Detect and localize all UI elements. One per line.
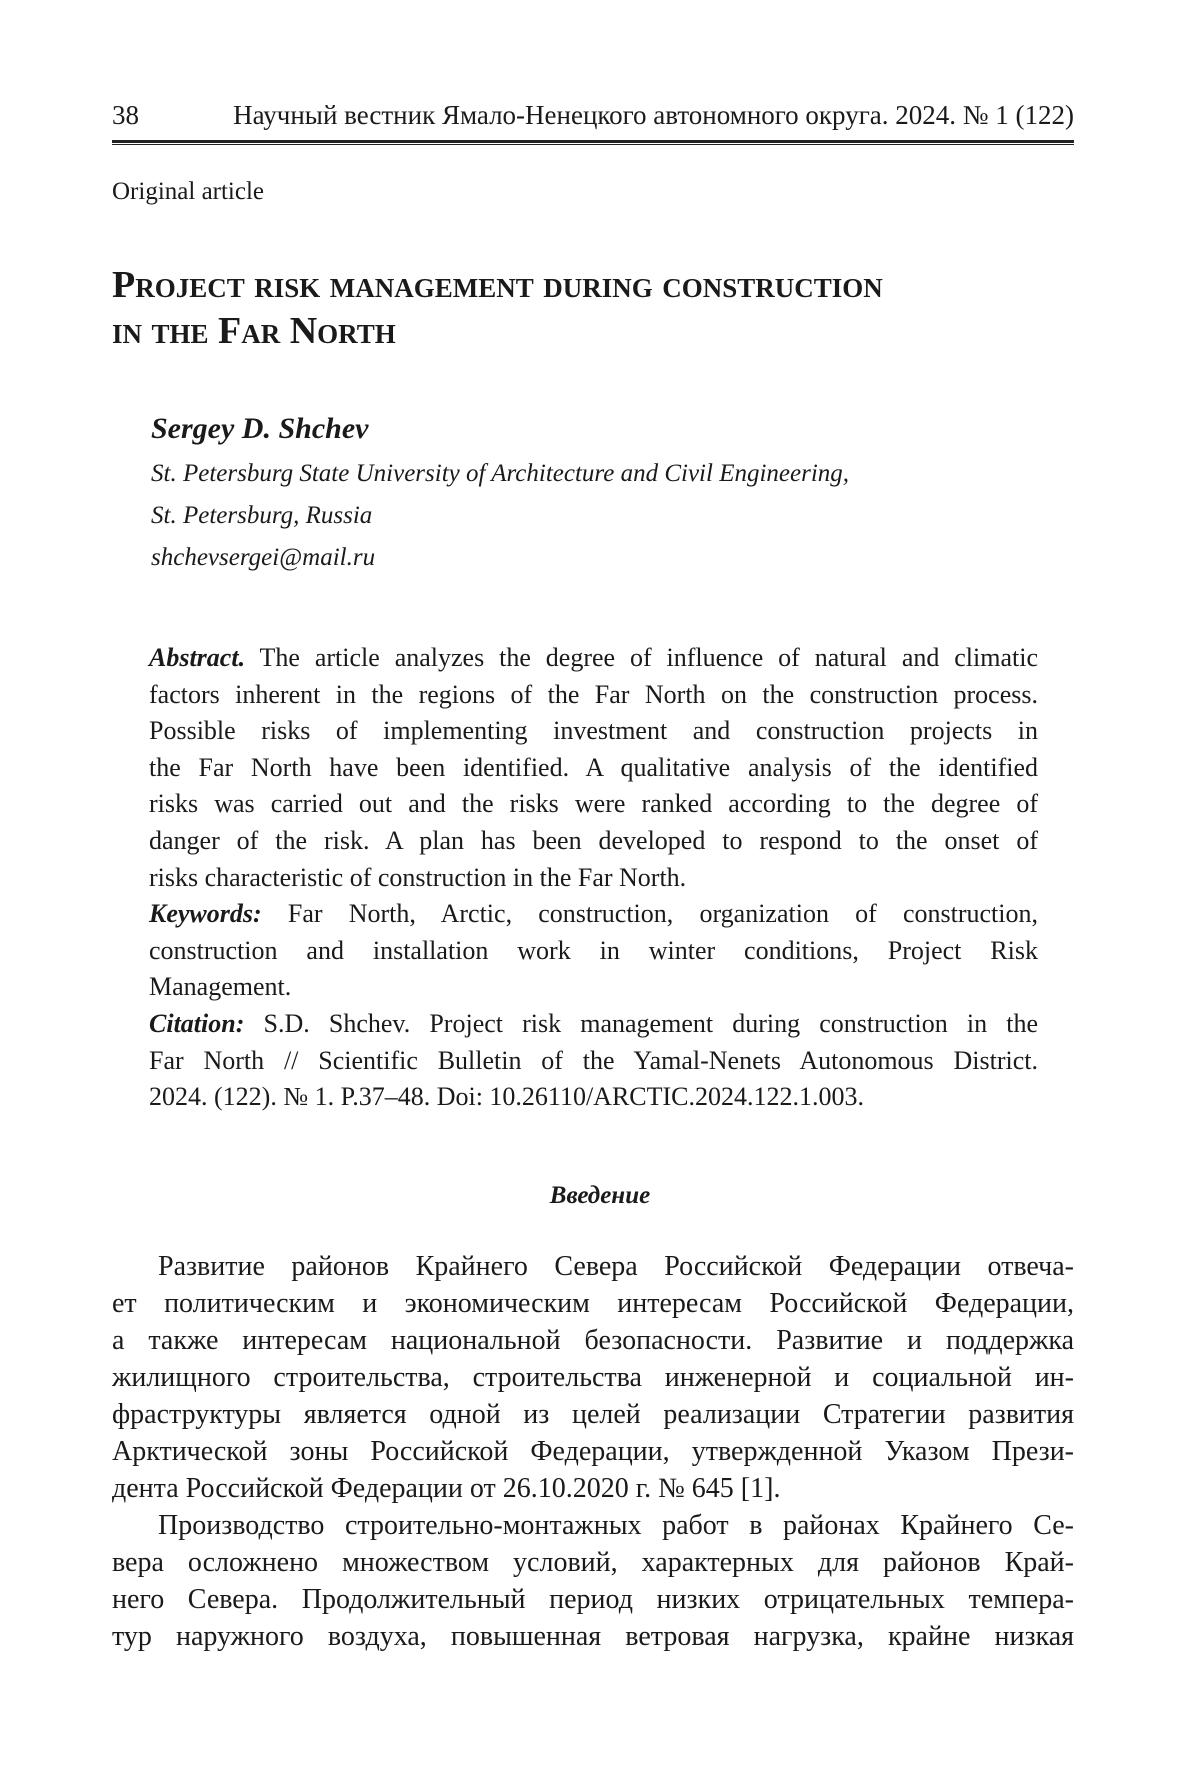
line-text: S.D. Shchev. Project risk management during construction in the bbox=[264, 1009, 1039, 1038]
text-line bbox=[112, 1285, 1074, 1322]
text-line bbox=[112, 1359, 1074, 1396]
paragraph bbox=[112, 1248, 1074, 1507]
line-text: Far North // Scientific Bulletin of the Yamal-Nenets Autonomous District. bbox=[149, 1046, 1038, 1075]
abstract-block bbox=[149, 640, 1038, 1116]
body-text bbox=[112, 1248, 1074, 1655]
line-text: construction and installation work in winter conditions, Project Risk bbox=[149, 936, 1038, 965]
text-line bbox=[112, 1322, 1074, 1359]
text-line bbox=[149, 1006, 1038, 1043]
line-text: жилищного строительства, строительства инженерной и социальной ин- bbox=[112, 1362, 1074, 1393]
text-line bbox=[149, 933, 1038, 970]
label: Keywords: bbox=[149, 899, 262, 928]
line-text: а также интересам национальной безопасности. Развитие и поддержка bbox=[112, 1325, 1074, 1356]
line-text: danger of the risk. A plan has been developed to respond to the onset of bbox=[149, 826, 1038, 855]
title-line: in the Far North bbox=[112, 308, 883, 354]
line-text: The article analyzes the degree of influence of natural and climatic bbox=[260, 643, 1038, 672]
text-line bbox=[149, 969, 1038, 1006]
text-line bbox=[149, 750, 1038, 787]
text-line bbox=[112, 1507, 1074, 1544]
line-text: Far North, Arctic, construction, organization of construction, bbox=[288, 899, 1038, 928]
line-text: него Севера. Продолжительный период низких отрицательных темпера- bbox=[112, 1584, 1074, 1615]
author-affiliation: St. Petersburg, Russia bbox=[151, 502, 372, 530]
text-line bbox=[112, 1248, 1074, 1285]
text-line bbox=[149, 640, 1038, 677]
text-line bbox=[149, 860, 1038, 897]
article-title bbox=[112, 262, 883, 354]
journal-title: Научный вестник Ямало-Ненецкого автономного округа. 2024. № 1 (122) bbox=[233, 100, 1074, 131]
text-line bbox=[149, 713, 1038, 750]
line-text: Развитие районов Крайнего Севера Российской Федерации отвеча- bbox=[158, 1251, 1074, 1282]
text-line bbox=[149, 896, 1038, 933]
header-rule-thin bbox=[112, 144, 1074, 145]
text-line bbox=[149, 1079, 1038, 1116]
author-email[interactable]: shchevsergei@mail.ru bbox=[151, 544, 375, 572]
line-text: Производство строительно-монтажных работ в районах Крайнего Се- bbox=[158, 1510, 1074, 1541]
text-line bbox=[112, 1581, 1074, 1618]
text-line bbox=[149, 823, 1038, 860]
running-header bbox=[112, 100, 1074, 134]
text-line bbox=[112, 1470, 1074, 1507]
line-text: risks was carried out and the risks were ranked according to the degree of bbox=[149, 789, 1038, 818]
line-text: Possible risks of implementing investment and construction projects in bbox=[149, 716, 1038, 745]
author-name: Sergey D. Shchev bbox=[151, 412, 368, 446]
text-line bbox=[149, 1043, 1038, 1080]
text-line bbox=[112, 1433, 1074, 1470]
line-text: фраструктуры является одной из целей реализации Стратегии развития bbox=[112, 1399, 1074, 1430]
text-line bbox=[112, 1396, 1074, 1433]
line-text: Management. bbox=[149, 972, 291, 1001]
text-line bbox=[112, 1618, 1074, 1655]
label: Abstract. bbox=[149, 643, 245, 672]
line-text: the Far North have been identified. A qualitative analysis of the identified bbox=[149, 753, 1038, 782]
title-line: Project risk management during construction bbox=[112, 262, 883, 308]
line-text: тур наружного воздуха, повышенная ветровая нагрузка, крайне низкая bbox=[112, 1621, 1074, 1652]
text-line bbox=[112, 1544, 1074, 1581]
article-type: Original article bbox=[112, 178, 264, 206]
line-text: 2024. (122). № 1. P.37–48. Doi: 10.26110/ARCTIC.2024.122.1.003. bbox=[149, 1082, 864, 1111]
line-text: risks characteristic of construction in the Far North. bbox=[149, 863, 686, 892]
line-text: вера осложнено множеством условий, характерных для районов Край- bbox=[112, 1547, 1074, 1578]
section-heading: Введение bbox=[0, 1182, 1200, 1210]
line-text: дента Российской Федерации от 26.10.2020 г. № 645 [1]. bbox=[112, 1473, 780, 1504]
label: Citation: bbox=[149, 1009, 244, 1038]
line-text: ет политическим и экономическим интересам Российской Федерации, bbox=[112, 1288, 1074, 1319]
header-rule bbox=[112, 140, 1074, 143]
text-line bbox=[149, 786, 1038, 823]
line-text: Арктической зоны Российской Федерации, утвержденной Указом Прези- bbox=[112, 1436, 1074, 1467]
author-affiliation: St. Petersburg State University of Architecture and Civil Engineering, bbox=[151, 460, 849, 488]
text-line bbox=[149, 677, 1038, 714]
paragraph bbox=[112, 1507, 1074, 1655]
page-number: 38 bbox=[112, 100, 139, 131]
line-text: factors inherent in the regions of the Far North on the construction process. bbox=[149, 680, 1038, 709]
